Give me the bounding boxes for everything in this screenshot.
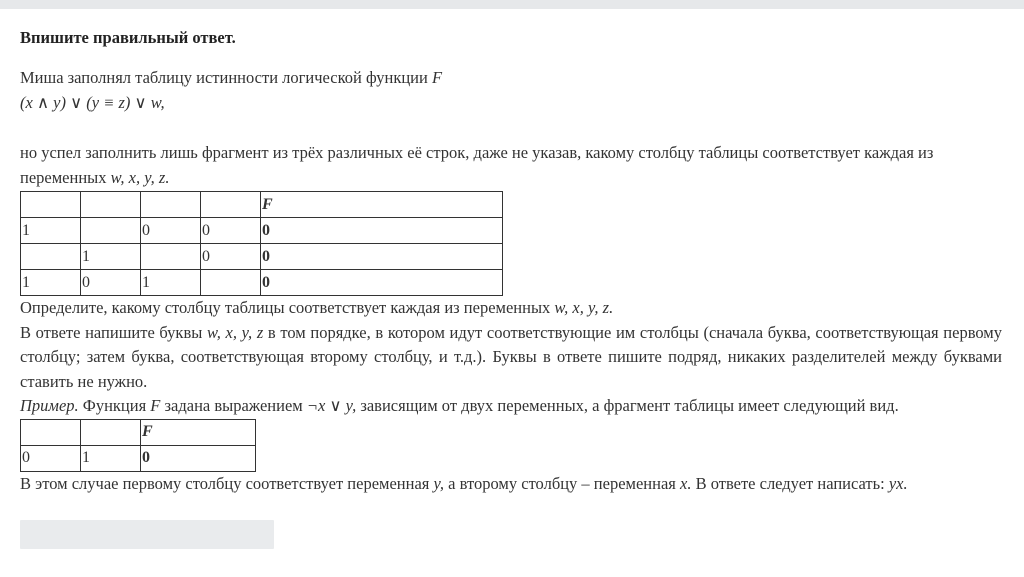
top-bar [0,0,1024,9]
description-vars: w, x, y, z. [110,167,170,187]
table-cell: 0 [201,244,261,270]
truth-table-header [21,192,503,218]
task-content [20,26,1002,496]
example-expression: ¬x ∨ y, [306,396,357,415]
table-cell: 1 [141,270,201,296]
table-cell-f: 0 [261,218,503,244]
instructions-text-2: в том порядке, в котором идут соответствующие им столбцы (сначала буква, соответствующая первому столбцу; затем буква, соответствующая второму столбцу, и т.д.). Буквы в ответе пишите подряд, никаких разделителей между буквами ставить не нужно. [20,322,1002,391]
table-cell: 1 [81,244,141,270]
table-cell [141,244,201,270]
table-cell: 1 [81,445,141,471]
answer-input[interactable] [20,520,274,549]
conclusion-answer: yx. [888,473,908,493]
table-row [21,218,503,244]
header-cell [81,419,141,445]
header-cell-f: F [261,192,503,218]
example-table-header [21,419,256,445]
conclusion-text-3: В ответе следует написать: [695,473,885,493]
table-cell [201,270,261,296]
question [20,296,1002,321]
header-cell [141,192,201,218]
example-text-2: задана выражением [164,396,303,415]
header-cell [21,419,81,445]
table-row [21,270,503,296]
example-function-name: F [150,396,161,415]
description-text: но успел заполнить лишь фрагмент из трёх различных её строк, даже не указав, какому столбцу таблицы соответствует каждая из переменных [20,143,934,187]
conclusion-var-2: x. [680,473,692,493]
task-heading: Впишите правильный ответ. [20,28,236,47]
formula-expression: (x ∧ y) ∨ (y ≡ z) ∨ w, [20,92,165,112]
table-cell: 0 [201,218,261,244]
example-table [20,419,256,472]
table-row [21,244,503,270]
table-cell-f: 0 [261,270,503,296]
conclusion [20,472,1002,497]
formula [20,91,1002,116]
table-cell: 1 [21,270,81,296]
example-text-3: зависящим от двух переменных, а фрагмент таблицы имеет следующий вид. [360,396,899,415]
truth-table [20,191,503,296]
example-text-1: Функция [82,396,147,415]
instructions-vars: w, x, y, z [206,322,264,342]
header-cell [81,192,141,218]
table-cell-f: 0 [261,244,503,270]
table-cell: 0 [21,445,81,471]
description [20,141,1002,190]
header-cell-f: F [141,419,256,445]
example [20,394,1002,419]
conclusion-text-2: а второму столбцу – переменная [448,473,676,493]
table-cell [21,244,81,270]
table-cell: 0 [81,270,141,296]
conclusion-var-1: y, [433,473,445,493]
example-label: Пример. [20,396,79,415]
function-name: F [431,68,443,87]
table-cell: 1 [21,218,81,244]
conclusion-text-1: В этом случае первому столбцу соответствует переменная [20,473,430,493]
table-cell [81,218,141,244]
instructions [20,321,1002,395]
table-cell: 0 [141,218,201,244]
table-cell-f: 0 [141,445,256,471]
table-row [21,445,256,471]
question-text: Определите, какому столбцу таблицы соответствует каждая из переменных [20,298,551,317]
question-vars: w, x, y, z. [554,298,614,317]
header-cell [21,192,81,218]
instructions-text-1: В ответе напишите буквы [20,322,203,342]
intro-line [20,66,1002,91]
intro-text: Миша заполнял таблицу истинности логической функции [20,68,428,87]
header-cell [201,192,261,218]
